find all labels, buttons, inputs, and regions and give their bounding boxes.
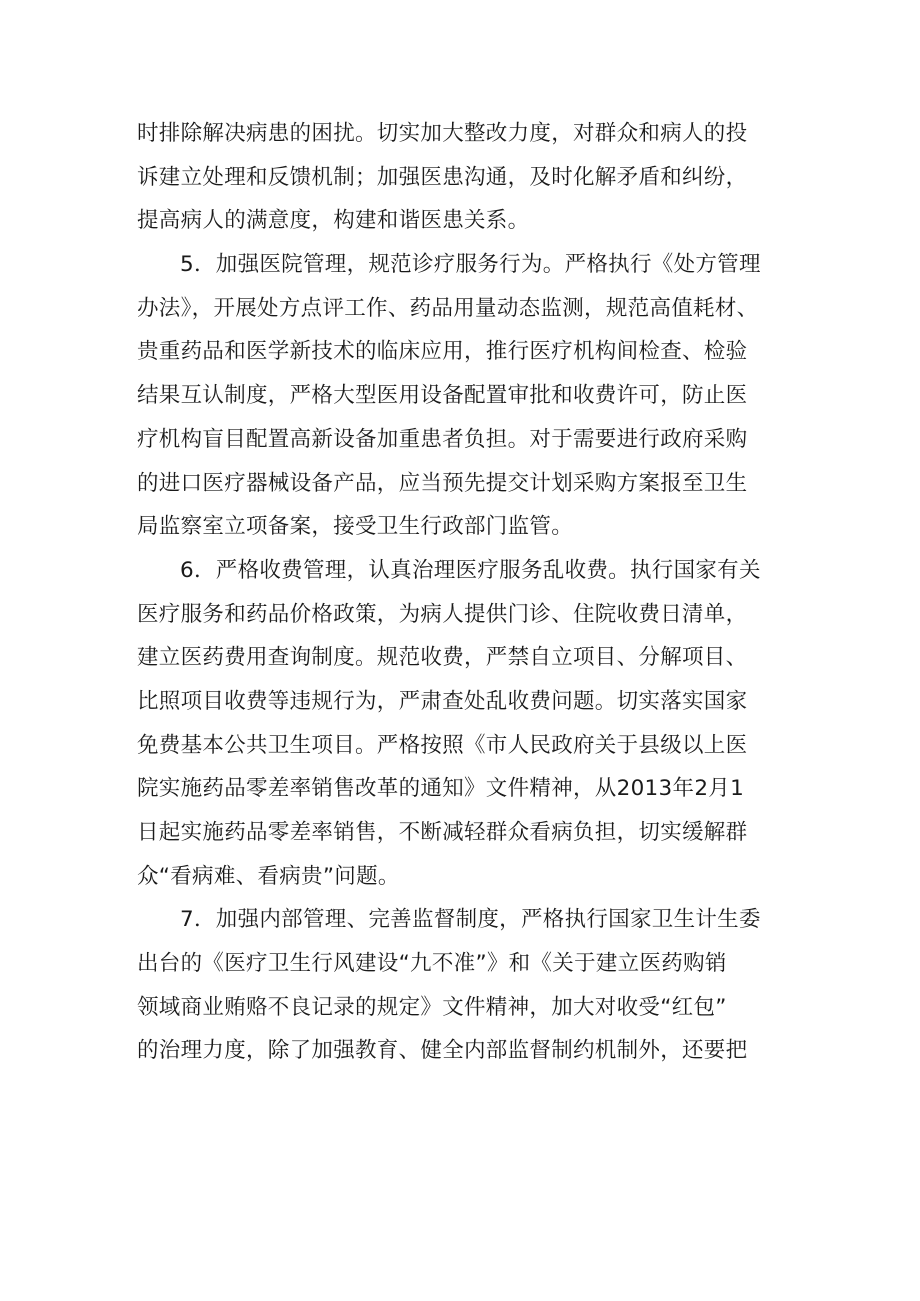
- text-line: 院实施药品零差率销售改革的通知》文件精神，从2013年2月1: [137, 776, 745, 802]
- text-line: 的进口医疗器械设备产品，应当预先提交计划采购方案报至卫生: [137, 470, 748, 496]
- text-line: 局监察室立项备案，接受卫生行政部门监管。: [137, 514, 574, 540]
- text-line: 建立医药费用查询制度。规范收费，严禁自立项目、分解项目、: [137, 645, 748, 671]
- text-line: 领域商业贿赂不良记录的规定》文件精神，加大对收受“红包”: [137, 994, 727, 1020]
- text-line: 日起实施药品零差率销售，不断减轻群众看病负担，切实缓解群: [137, 820, 748, 845]
- text-line: 时排除解决病患的困扰。切实加大整改力度，对群众和病人的投: [137, 121, 748, 146]
- text-line: 贵重药品和医学新技术的临床应用，推行医疗机构间检查、检验: [137, 339, 748, 365]
- text-line: 众“看病难、看病贵”问题。: [137, 863, 400, 889]
- text-line: 办法》，开展处方点评工作、药品用量动态监测，规范高值耗材、: [137, 295, 759, 321]
- text-line: 免费基本公共卫生项目。严格按照《市人民政府关于县级以上医: [137, 732, 748, 758]
- text-line: 6．严格收费管理，认真治理医疗服务乱收费。执行国家有关: [180, 557, 761, 583]
- text-line: 出台的《医疗卫生行风建设“九不准”》和《关于建立医药购销: [137, 951, 727, 977]
- text-line: 结果互认制度，严格大型医用设备配置审批和收费许可，防止医: [137, 383, 748, 409]
- text-line: 的治理力度，除了加强教育、健全内部监督制约机制外，还要把: [137, 1038, 748, 1064]
- text-line: 诉建立处理和反馈机制；加强医患沟通，及时化解矛盾和纠纷，: [137, 164, 748, 190]
- document-body: [137, 112, 797, 1073]
- text-line: 5．加强医院管理，规范诊疗服务行为。严格执行《处方管理: [180, 252, 761, 278]
- text-line: 医疗服务和药品价格政策，为病人提供门诊、住院收费日清单，: [137, 601, 748, 627]
- text-line: 疗机构盲目配置高新设备加重患者负担。对于需要进行政府采购: [137, 426, 748, 452]
- text-line: 7．加强内部管理、完善监督制度，严格执行国家卫生计生委: [180, 907, 761, 933]
- text-line: 比照项目收费等违规行为，严肃查处乱收费问题。切实落实国家: [137, 688, 748, 714]
- text-line: 提高病人的满意度，构建和谐医患关系。: [137, 208, 530, 234]
